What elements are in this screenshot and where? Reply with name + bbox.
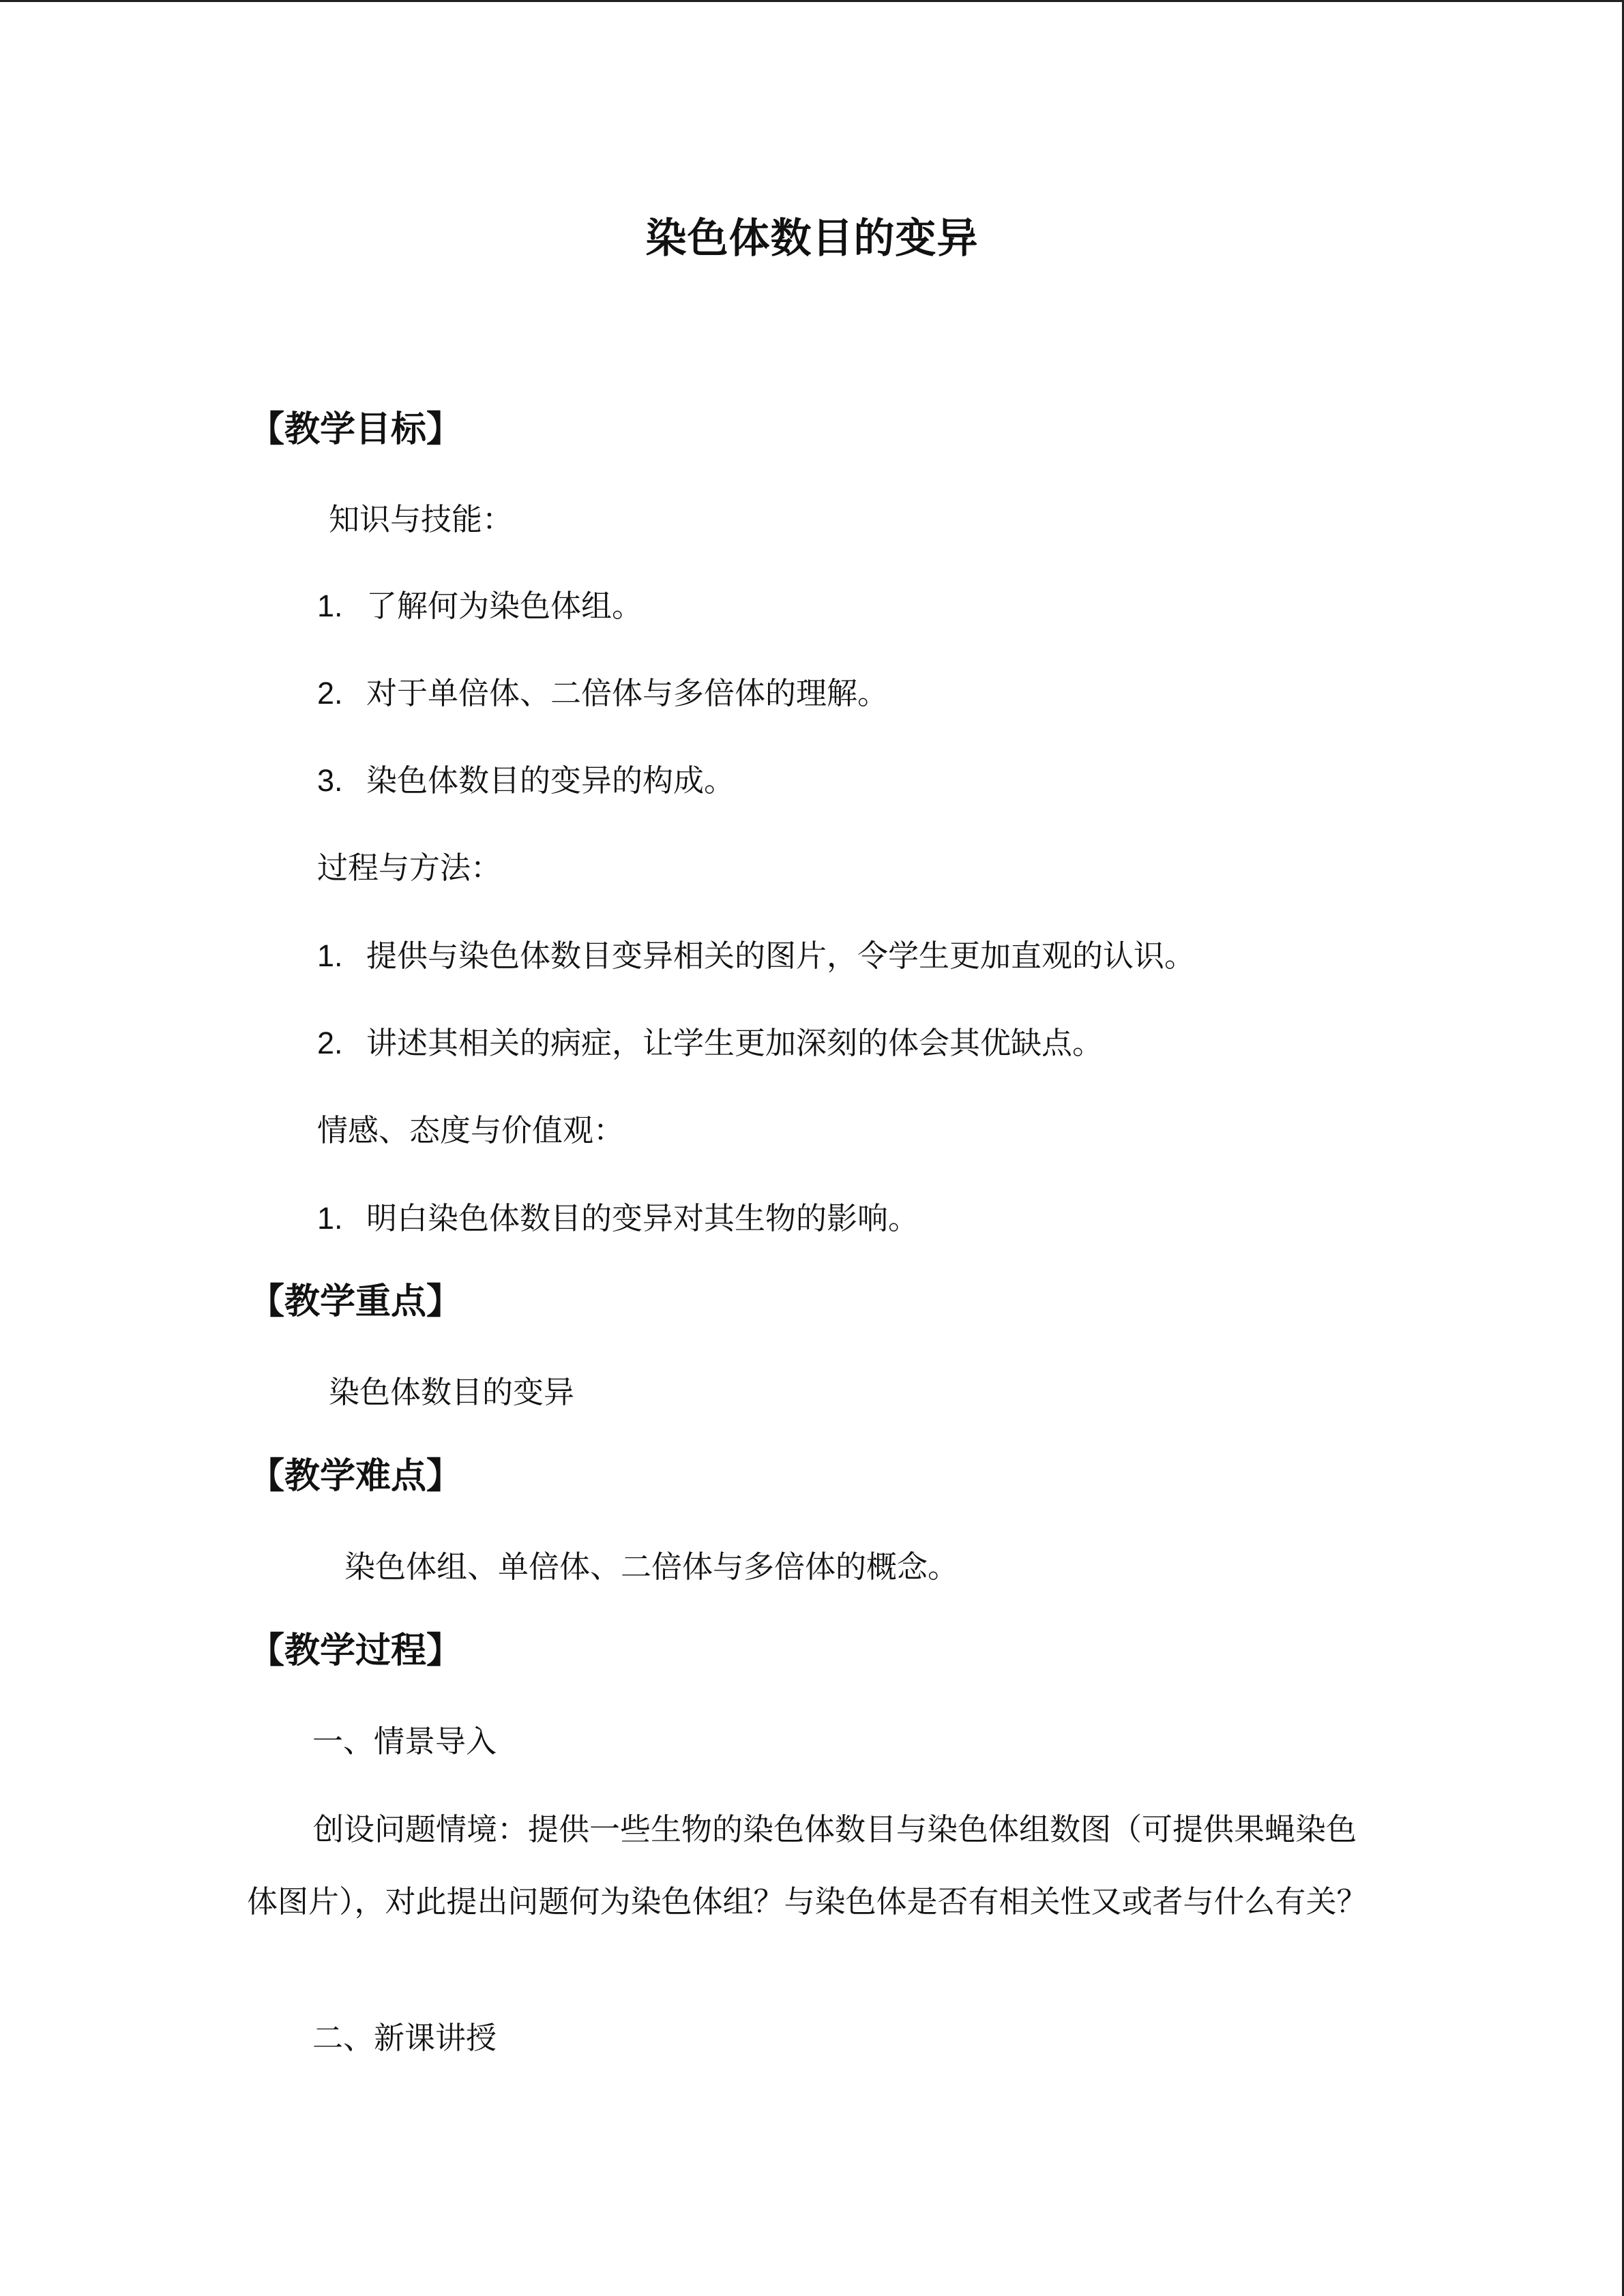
list-item-number: 3.	[317, 763, 343, 798]
list-item	[317, 1197, 919, 1240]
list-item-number: 2.	[317, 1026, 343, 1060]
list-item	[317, 1022, 1103, 1065]
list-item-number: 1.	[317, 1201, 343, 1236]
list-item	[317, 934, 1195, 978]
list-item-text: 染色体数目的变异的构成。	[366, 762, 735, 799]
list-item-text: 对于单倍体、二倍体与多倍体的理解。	[366, 675, 889, 711]
list-item	[317, 759, 735, 803]
intro-paragraph: 创设问题情境：提供一些生物的染色体数目与染色体组数图（可提供果蝇染色体图片），对此提出问题何为染色体组？与染色体是否有相关性又或者与什么有关？	[247, 1811, 1368, 1920]
section-new-lesson: 二、新课讲授	[312, 2020, 497, 2056]
page-title: 染色体数目的变异	[645, 215, 979, 263]
list-item-text: 明白染色体数目的变异对其生物的影响。	[366, 1200, 919, 1236]
list-item-number: 1.	[317, 938, 343, 973]
attitude-label: 情感、态度与价值观：	[317, 1112, 625, 1148]
process-label: 过程与方法：	[317, 850, 502, 886]
section-intro: 一、情景导入	[312, 1723, 497, 1759]
heading-difficulties: 【教学难点】	[249, 1456, 462, 1497]
list-item	[317, 672, 888, 715]
list-item-number: 1.	[317, 588, 343, 623]
heading-objectives: 【教学目标】	[249, 409, 462, 450]
page-border-top	[0, 0, 1624, 2]
difficulties-text: 染色体组、单倍体、二倍体与多倍体的概念。	[344, 1549, 959, 1585]
heading-key-points: 【教学重点】	[249, 1281, 462, 1322]
list-item-text: 讲述其相关的病症，让学生更加深刻的体会其优缺点。	[366, 1025, 1104, 1061]
knowledge-label: 知识与技能：	[329, 501, 514, 537]
list-item-text: 了解何为染色体组。	[366, 588, 643, 624]
list-item-text: 提供与染色体数目变异相关的图片，令学生更加直观的认识。	[366, 938, 1196, 974]
list-item	[317, 584, 643, 628]
list-item-number: 2.	[317, 676, 343, 711]
heading-procedure: 【教学过程】	[249, 1630, 462, 1671]
key-points-text: 染色体数目的变异	[329, 1374, 575, 1410]
